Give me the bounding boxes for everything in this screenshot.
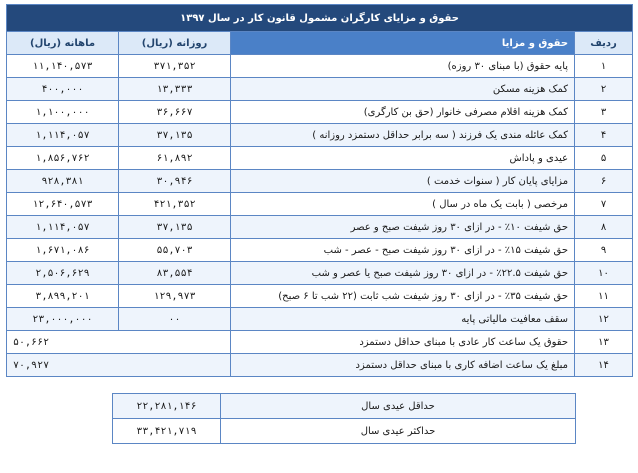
row-daily: ۳۷,۱۳۵	[119, 124, 231, 147]
row-number: ۱۰	[575, 262, 633, 285]
row-number: ۳	[575, 101, 633, 124]
row-number: ۱	[575, 55, 633, 78]
row-monthly: ۹۲۸,۳۸۱	[7, 170, 119, 193]
table-row-hourly	[7, 354, 633, 377]
summary-value: ۳۳,۴۲۱,۷۱۹	[113, 419, 221, 444]
row-daily: ۳۰,۹۴۶	[119, 170, 231, 193]
row-number: ۱۳	[575, 331, 633, 354]
row-daily: ۶۱,۸۹۲	[119, 147, 231, 170]
row-monthly: ۱,۸۵۶,۷۶۲	[7, 147, 119, 170]
row-daily: ۴۲۱,۳۵۲	[119, 193, 231, 216]
row-monthly: ۳,۸۹۹,۲۰۱	[7, 285, 119, 308]
row-item: حقوق یک ساعت کار عادی با مبنای حداقل دستمزد	[231, 331, 575, 354]
table-row	[7, 216, 633, 239]
row-monthly: ۲,۵۰۶,۶۲۹	[7, 262, 119, 285]
summary-row	[113, 419, 576, 444]
row-daily: ۸۳,۵۵۴	[119, 262, 231, 285]
row-number: ۸	[575, 216, 633, 239]
row-daily: ۵۵,۷۰۳	[119, 239, 231, 262]
row-item: حق شیفت ۲۲.۵٪ - در ازای ۳۰ روز شیفت صبح یا عصر و شب	[231, 262, 575, 285]
row-number: ۵	[575, 147, 633, 170]
table-row	[7, 285, 633, 308]
row-item: مرخصی ( بابت یک ماه در سال )	[231, 193, 575, 216]
summary-value: ۲۲,۲۸۱,۱۴۶	[113, 394, 221, 419]
document	[6, 4, 632, 377]
table-row	[7, 239, 633, 262]
row-monthly: ۱۲,۶۴۰,۵۷۳	[7, 193, 119, 216]
table-row	[7, 147, 633, 170]
row-item: مزایای پایان کار ( سنوات خدمت )	[231, 170, 575, 193]
row-monthly: ۲۳,۰۰۰,۰۰۰	[7, 308, 119, 331]
header-item: حقوق و مزایا	[231, 32, 575, 55]
row-number: ۱۲	[575, 308, 633, 331]
row-daily: ۳۶,۶۶۷	[119, 101, 231, 124]
row-number: ۴	[575, 124, 633, 147]
row-daily: ۰۰	[119, 308, 231, 331]
row-monthly: ۱۱,۱۴۰,۵۷۳	[7, 55, 119, 78]
summary-label: حداقل عیدی سال	[221, 394, 576, 419]
row-monthly: ۴۰۰,۰۰۰	[7, 78, 119, 101]
row-daily: ۳۷,۱۳۵	[119, 216, 231, 239]
row-number: ۹	[575, 239, 633, 262]
table-row	[7, 308, 633, 331]
summary-row	[113, 394, 576, 419]
row-hourly-value: ۷۰,۹۲۷	[7, 354, 231, 377]
table-row	[7, 55, 633, 78]
table-row	[7, 170, 633, 193]
header-monthly: ماهانه (ریال)	[7, 32, 119, 55]
row-monthly: ۱,۱۱۴,۰۵۷	[7, 124, 119, 147]
summary-label: حداکثر عیدی سال	[221, 419, 576, 444]
wage-table	[6, 4, 633, 377]
row-daily: ۱۲۹,۹۷۳	[119, 285, 231, 308]
table-row	[7, 124, 633, 147]
row-monthly: ۱,۱۱۴,۰۵۷	[7, 216, 119, 239]
row-item: کمک هزینه مسکن	[231, 78, 575, 101]
row-item: مبلغ یک ساعت اضافه کاری با مبنای حداقل دستمزد	[231, 354, 575, 377]
row-item: کمک هزینه اقلام مصرفی خانوار (حق بن کارگری)	[231, 101, 575, 124]
row-item: سقف معافیت مالیاتی پایه	[231, 308, 575, 331]
row-item: پایه حقوق (با مبنای ۳۰ روزه)	[231, 55, 575, 78]
row-number: ۲	[575, 78, 633, 101]
row-number: ۱۴	[575, 354, 633, 377]
header-daily: روزانه (ریال)	[119, 32, 231, 55]
row-item: حق شیفت ۱۰٪ - در ازای ۳۰ روز شیفت صبح و عصر	[231, 216, 575, 239]
eid-bonus-summary	[112, 393, 576, 444]
table-row-hourly	[7, 331, 633, 354]
row-item: عیدی و پاداش	[231, 147, 575, 170]
row-number: ۶	[575, 170, 633, 193]
row-number: ۷	[575, 193, 633, 216]
row-daily: ۱۳,۳۳۳	[119, 78, 231, 101]
table-row	[7, 262, 633, 285]
row-item: کمک عائله مندی یک فرزند ( سه برابر حداقل دستمزد روزانه )	[231, 124, 575, 147]
row-monthly: ۱,۱۰۰,۰۰۰	[7, 101, 119, 124]
table-row	[7, 101, 633, 124]
row-number: ۱۱	[575, 285, 633, 308]
header-row-no: ردیف	[575, 32, 633, 55]
row-hourly-value: ۵۰,۶۶۲	[7, 331, 231, 354]
table-row	[7, 193, 633, 216]
row-monthly: ۱,۶۷۱,۰۸۶	[7, 239, 119, 262]
row-item: حق شیفت ۱۵٪ - در ازای ۳۰ روز شیفت صبح - عصر - شب	[231, 239, 575, 262]
row-daily: ۳۷۱,۳۵۲	[119, 55, 231, 78]
table-title: حقوق و مزایای کارگران مشمول قانون کار در سال ۱۳۹۷	[7, 5, 633, 32]
table-row	[7, 78, 633, 101]
row-item: حق شیفت ۳۵٪ - در ازای ۳۰ روز شیفت شب ثابت (۲۲ شب تا ۶ صبح)	[231, 285, 575, 308]
